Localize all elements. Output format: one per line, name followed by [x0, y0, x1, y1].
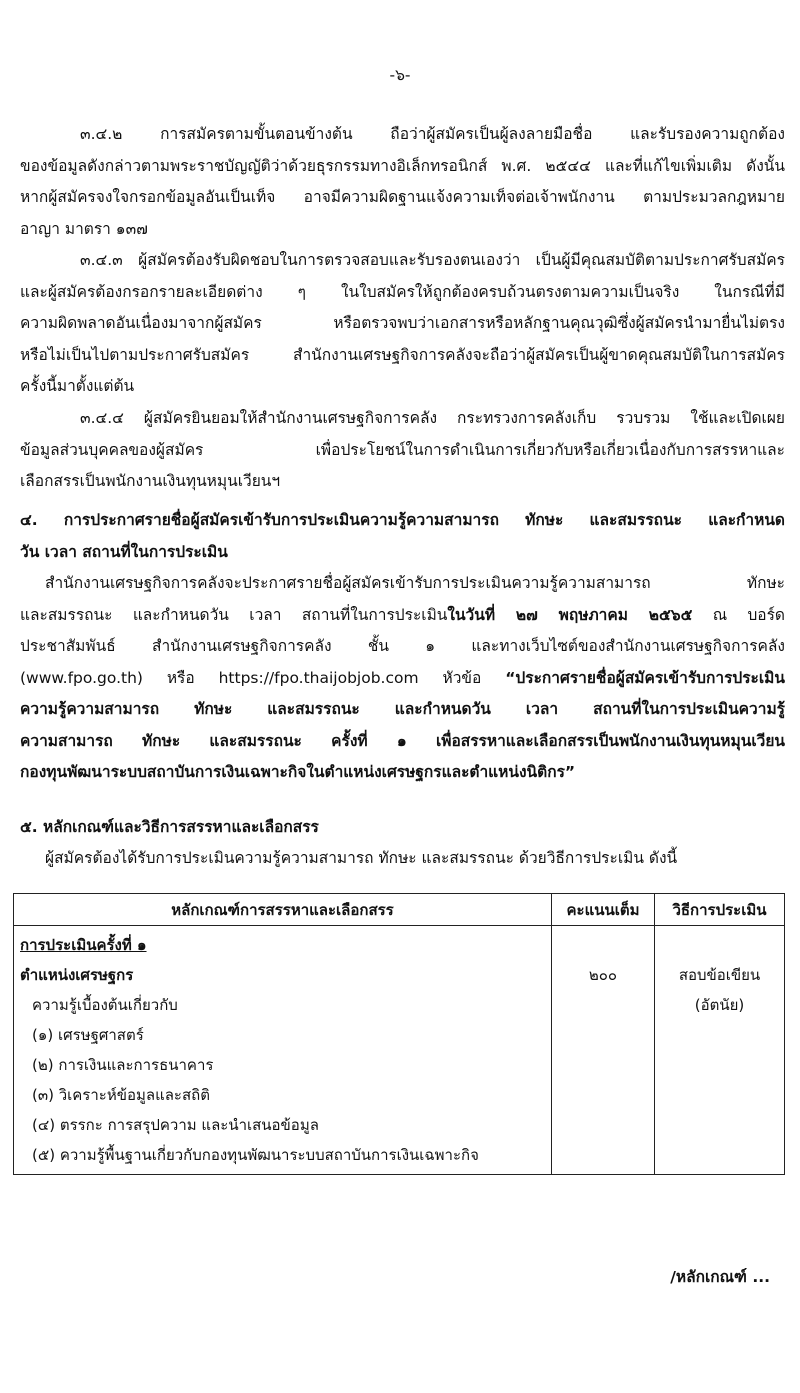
- section-4-body-line: [20, 730, 785, 752]
- header-method: วิธีการประเมิน: [655, 894, 785, 926]
- topic-item: (๑) เศรษฐศาสตร์: [32, 1026, 144, 1044]
- para-3-4-3-line: และผู้สมัครต้องกรอกรายละเอียดต่าง ๆ ในใบสมัครให้ถูกต้องครบถ้วนตรงตามความเป็นจริง ในกรณีที่มี: [20, 282, 785, 301]
- para-3-4-2-line: ของข้อมูลดังกล่าวตามพระราชบัญญัติว่าด้วยธุรกรรมทางอิเล็กทรอนิกส์ พ.ศ. ๒๕๔๔ และที่แก้ไขเพิ่มเติม ดังนั้น: [20, 156, 785, 175]
- criteria-table: [13, 893, 785, 1175]
- para-3-4-3-line: ๓.๔.๓ ผู้สมัครต้องรับผิดชอบในการตรวจสอบและรับรองตนเองว่า เป็นผู้มีคุณสมบัติตามประกาศรับสมัคร: [80, 251, 785, 269]
- topic-item: (๕) ความรู้พื้นฐานเกี่ยวกับกองทุนพัฒนาระบบสถาบันการเงินเฉพาะกิจ: [32, 1146, 479, 1164]
- text-span: (www.fpo.go.th) หรือ https://fpo.thaijobjob.com หัวข้อ: [20, 668, 506, 687]
- para-3-4-3-line: ความผิดพลาดอันเนื่องมาจากผู้สมัคร หรือตรวจพบว่าเอกสารหรือหลักฐานคุณวุฒิซึ่งผู้สมัครนำมายื่นไม่ตรง: [20, 314, 785, 332]
- topic-item: (๒) การเงินและการธนาคาร: [32, 1056, 214, 1074]
- section-5-body-line: ผู้สมัครต้องได้รับการประเมินความรู้ความสามารถ ทักษะ และสมรรถนะ ด้วยวิธีการประเมิน ดังนี้: [45, 849, 678, 867]
- section-4-body-line: [20, 604, 785, 626]
- bold-text: “ประกาศรายชื่อผู้สมัครเข้ารับการประเมิน: [505, 668, 785, 687]
- method-written: สอบข้อเขียน: [678, 966, 761, 984]
- bold-text: กองทุนพัฒนาระบบสถาบันการเงินเฉพาะกิจในตำแหน่งเศรษฐกรและตำแหน่งนิติกร”: [20, 763, 576, 781]
- topics-intro: ความรู้เบื้องต้นเกี่ยวกับ: [32, 996, 178, 1014]
- para-3-4-2-line: หากผู้สมัครจงใจกรอกข้อมูลอันเป็นเท็จ อาจมีความผิดฐานแจ้งความเท็จต่อเจ้าพนักงาน ตามประมวลกฎหมาย: [20, 188, 785, 206]
- full-score: ๒๐๐: [588, 966, 618, 984]
- para-3-4-3-line: หรือไม่เป็นไปตามประกาศรับสมัคร สำนักงานเศรษฐกิจการคลังจะถือว่าผู้สมัครเป็นผู้ขาดคุณสมบัติในการสมัคร: [20, 345, 785, 364]
- section-4-body-line: ประชาสัมพันธ์ สำนักงานเศรษฐกิจการคลัง ชั้น ๑ และทางเว็บไซต์ของสำนักงานเศรษฐกิจการคลัง: [20, 637, 785, 655]
- position-label: ตำแหน่งเศรษฐกร: [20, 966, 134, 984]
- header-criteria: หลักเกณฑ์การสรรหาและเลือกสรร: [14, 894, 552, 926]
- section-4-heading-line: วัน เวลา สถานที่ในการประเมิน: [20, 542, 228, 561]
- section-4-body-line: [20, 761, 785, 783]
- section-5-heading-line: ๕. หลักเกณฑ์และวิธีการสรรหาและเลือกสรร: [20, 818, 319, 836]
- method-type: (อัตนัย): [694, 996, 745, 1014]
- topic-item: (๔) ตรรกะ การสรุปความ และนำเสนอข้อมูล: [32, 1116, 319, 1134]
- table-row: [14, 926, 785, 1175]
- para-3-4-2-line: อาญา มาตรา ๑๓๗: [20, 219, 148, 238]
- continuation-note: /หลักเกณฑ์ ...: [670, 1268, 770, 1286]
- page-number: -๖-: [389, 66, 411, 84]
- para-3-4-3-line: ครั้งนี้มาตั้งแต่ต้น: [20, 377, 135, 395]
- criteria-cell: [14, 926, 552, 1175]
- text-span: และสมรรถนะ และกำหนดวัน เวลา สถานที่ในการประเมิน: [20, 605, 448, 624]
- method-cell: [655, 926, 785, 1175]
- bold-text: ในวันที่ ๒๗ พฤษภาคม ๒๕๖๕: [447, 605, 693, 624]
- bold-text: ความรู้ความสามารถ ทักษะ และสมรรถนะ และกำหนดวัน เวลา สถานที่ในการประเมินความรู้: [20, 700, 785, 718]
- round-label: การประเมินครั้งที่ ๑: [20, 936, 147, 954]
- section-4-body-line: [20, 667, 785, 689]
- text-span: ณ บอร์ด: [692, 605, 785, 624]
- section-4-heading-line: ๔. การประกาศรายชื่อผู้สมัครเข้ารับการประเมินความรู้ความสามารถ ทักษะ และสมรรถนะ และกำหนด: [20, 511, 785, 529]
- section-4-body-line: สำนักงานเศรษฐกิจการคลังจะประกาศรายชื่อผู้สมัครเข้ารับการประเมินความรู้ความสามารถ ทักษะ: [45, 574, 785, 592]
- para-3-4-4-line: ข้อมูลส่วนบุคคลของผู้สมัคร เพื่อประโยชน์ในการดำเนินการเกี่ยวกับหรือเกี่ยวเนื่องกับการสรรหาและ: [20, 440, 785, 459]
- para-3-4-2-line: ๓.๔.๒ การสมัครตามขั้นตอนข้างต้น ถือว่าผู้สมัครเป็นผู้ลงลายมือชื่อ และรับรองความถูกต้อง: [80, 125, 785, 143]
- bold-text: ความสามารถ ทักษะ และสมรรถนะ ครั้งที่ ๑ เพื่อสรรหาและเลือกสรรเป็นพนักงานเงินทุนหมุนเวียน: [20, 731, 785, 750]
- topic-item: (๓) วิเคราะห์ข้อมูลและสถิติ: [32, 1086, 210, 1104]
- table-header-row: [14, 894, 785, 926]
- section-4-body-line: [20, 698, 785, 720]
- para-3-4-4-line: เลือกสรรเป็นพนักงานเงินทุนหมุนเวียนฯ: [20, 472, 281, 490]
- score-cell: [552, 926, 655, 1175]
- para-3-4-4-line: ๓.๔.๔ ผู้สมัครยินยอมให้สำนักงานเศรษฐกิจการคลัง กระทรวงการคลังเก็บ รวบรวม ใช้และเปิดเผย: [80, 409, 785, 427]
- header-score: คะแนนเต็ม: [552, 894, 655, 926]
